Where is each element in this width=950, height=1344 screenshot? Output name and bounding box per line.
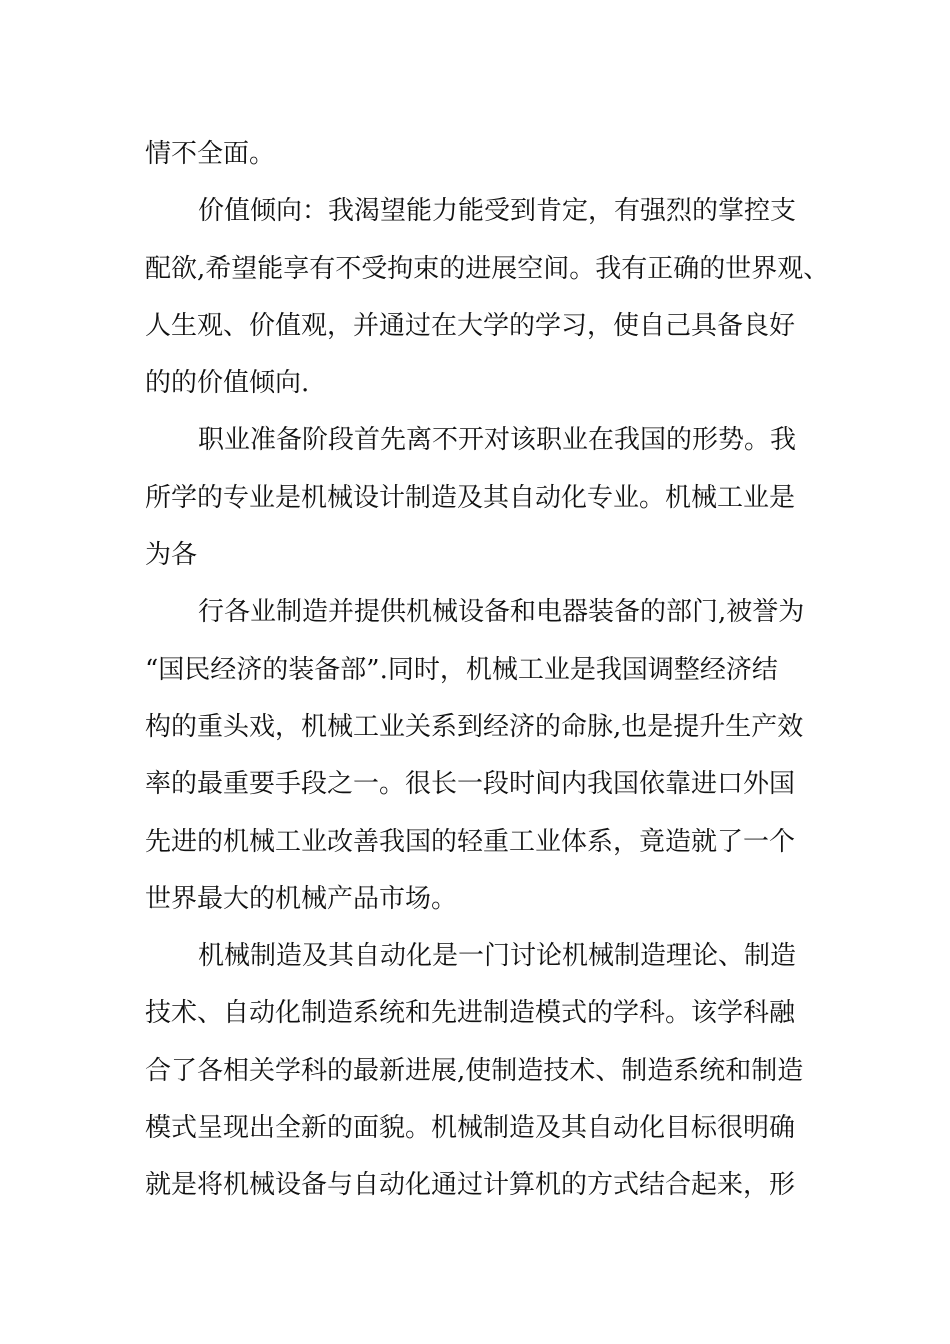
text-line: 合了各相关学科的最新进展,使制造技术、制造系统和制造 bbox=[145, 1055, 804, 1086]
text-line: 构的重头戏，机械工业关系到经济的命脉,也是提升生产效 bbox=[145, 711, 804, 742]
paragraph-first-line: 机械制造及其自动化是一门讨论机械制造理论、制造 bbox=[198, 941, 797, 972]
text-line: 为各 bbox=[145, 540, 198, 571]
text-line: “国民经济的装备部”.同时，机械工业是我国调整经济结 bbox=[145, 654, 778, 685]
text-line: 的的价值倾向. bbox=[145, 368, 310, 399]
paragraph-first-line: 职业准备阶段首先离不开对该职业在我国的形势。我 bbox=[198, 425, 797, 456]
text-line: 人生观、价值观，并通过在大学的学习，使自己具备良好 bbox=[145, 310, 796, 341]
text-line: 技术、自动化制造系统和先进制造模式的学科。该学科融 bbox=[145, 998, 796, 1029]
text-line: 情不全面。 bbox=[145, 139, 276, 169]
paragraph-first-line: 行各业制造并提供机械设备和电器装备的部门,被誉为 bbox=[198, 597, 805, 628]
text-line: 先进的机械工业改善我国的轻重工业体系，竟造就了一个 bbox=[145, 826, 796, 857]
text-line: 配欲,希望能享有不受拘束的进展空间。我有正确的世界观、 bbox=[145, 253, 830, 284]
text-line: 所学的专业是机械设计制造及其自动化专业。机械工业是 bbox=[145, 482, 796, 513]
text-line: 率的最重要手段之一。很长一段时间内我国依靠进口外国 bbox=[145, 769, 796, 800]
paragraph-first-line: 价值倾向：我渴望能力能受到肯定，有强烈的掌控支 bbox=[198, 196, 797, 227]
body-text bbox=[145, 126, 845, 1215]
text-line: 就是将机械设备与自动化通过计算机的方式结合起来，形 bbox=[145, 1170, 796, 1201]
text-line: 世界最大的机械产品市场。 bbox=[145, 883, 458, 914]
text-line: 模式呈现出全新的面貌。机械制造及其自动化目标很明确 bbox=[145, 1113, 796, 1144]
